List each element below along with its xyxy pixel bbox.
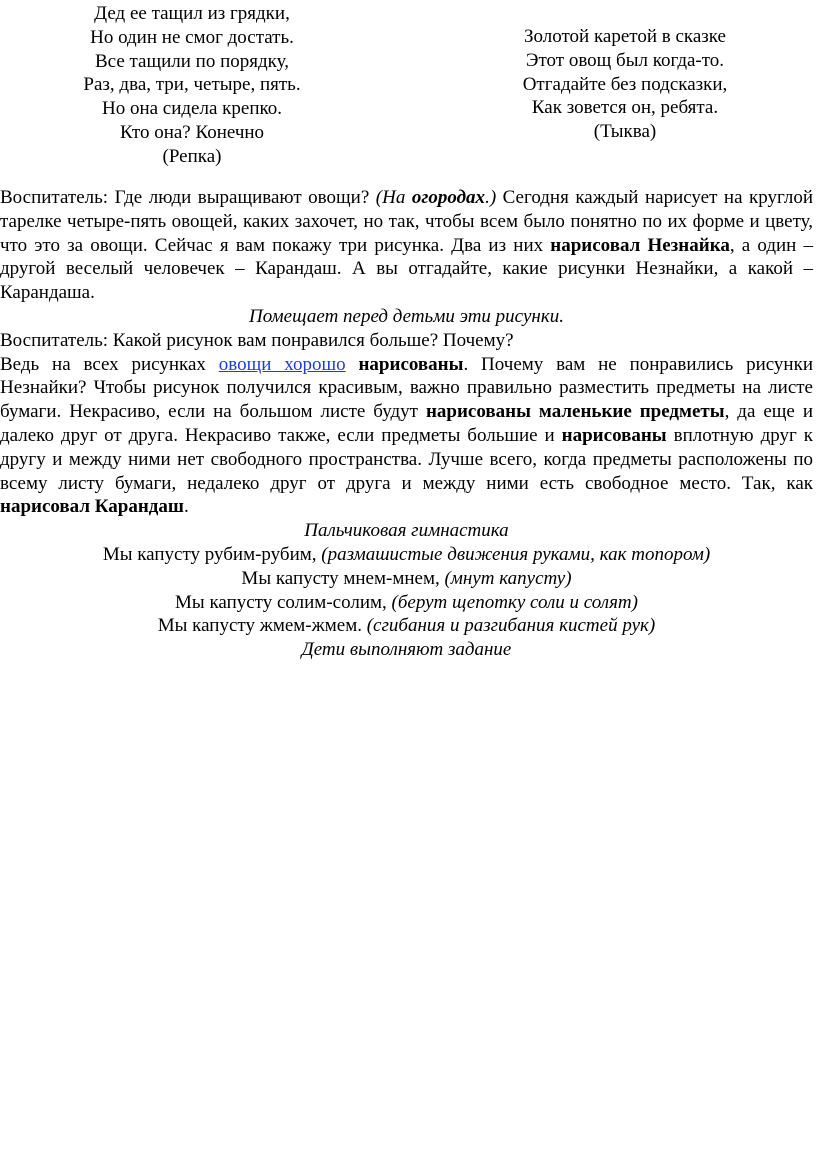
poem-line: Но она сидела крепко. [101,98,283,120]
lesson-text [0,186,813,662]
text-run: Воспитатель: Где люди выращивают овощи? [0,187,376,208]
paragraph-intro [0,186,813,305]
text-run-bold: нарисованы маленькие предметы [425,401,725,423]
gym-line [0,543,813,567]
section-title-finger-gym: Пальчиковая гимнастика [304,520,509,542]
gym-action: (берут щепотку соли и солят) [391,591,638,613]
paragraph-explanation [0,353,813,520]
gym-action: (мнут капусту) [444,567,572,589]
gym-line [0,614,813,638]
text-run: вплотную друг к другу и между ними нет свободного пространства. Лучше всего, когда предметы расположены по всему листу бумаги, недалеко друг от друга и между ними есть свободное место. Так, как [0,424,813,494]
poem-line: Раз, два, три, четыре, пять. [83,74,301,96]
gym-action: (сгибания и разгибания кистей рук) [366,615,656,637]
poem-line: Кто она? Конечно [119,121,265,143]
poem-line: Этот овощ был когда-то. [525,49,725,71]
poem-pumpkin [500,25,750,144]
stage-direction: Помещает перед детьми эти рисунки. [249,305,564,327]
text-run: . Почему вам не понравились рисунки Незнайки? Чтобы рисунок получился красивым, важно правильно разместить предметы на листе бумаги. Некрасиво, если на большом листе будут [0,353,813,423]
poem-line: Дед ее тащил из грядки, [94,3,290,24]
text-run [346,354,359,375]
gym-line [0,567,813,591]
text-run-italic: (На [375,187,412,208]
gym-action: (размашистые движения руками, как топором) [321,543,711,565]
gym-line [0,591,813,615]
poem-line: Отгадайте без подсказки, [522,73,728,95]
text-run-bold-italic: огородах [411,187,486,208]
gym-verse: Мы капусту жмем-жмем. [157,615,367,637]
poem-line: Но один не смог достать. [90,26,294,48]
riddle-poems [0,0,816,176]
text-run: , а один – другой веселый человечек – Карандаш. А вы отгадайте, какие рисунки Незнайки, а какой – Карандаша. [0,234,813,304]
gym-verse: Мы капусту рубим-рубим, [102,543,322,565]
teacher-question: Воспитатель: Какой рисунок вам понравился больше? Почему? [0,329,514,351]
text-run: Ведь на всех рисунках [0,353,219,375]
gym-verse: Мы капусту солим-солим, [175,591,392,613]
closing-direction: Дети выполняют задание [301,639,512,661]
text-run: , да еще и далеко друг от друга. Некрасиво также, если предметы большие и [0,401,813,446]
text-run-bold: нарисованы [358,353,464,375]
gym-verse: Мы капусту мнем-мнем, [241,567,445,589]
text-run: Сегодня каждый нарисует на круглой тарелке четыре-пять овощей, каких захочет, но так, чтобы всем было понятно по их форме и цвету, что это за овощи. Сейчас я вам покажу три рисунка. Два из них [0,187,813,256]
vegetables-link[interactable]: овощи хорошо [218,353,346,375]
text-run-bold: нарисовал Незнайка [550,234,730,256]
poem-answer: (Репка) [162,145,222,167]
poem-answer: (Тыква) [593,121,657,143]
text-run-italic: .) [485,187,497,208]
poem-line: Все тащили по порядку, [95,50,289,72]
poem-line: Как зовется он, ребята. [531,97,719,119]
text-run: . [183,496,189,518]
poem-turnip [72,2,312,169]
text-run-bold: нарисовал Карандаш [0,496,184,518]
text-run-bold: нарисованы [561,424,667,446]
poem-line: Золотой каретой в сказке [524,26,726,47]
